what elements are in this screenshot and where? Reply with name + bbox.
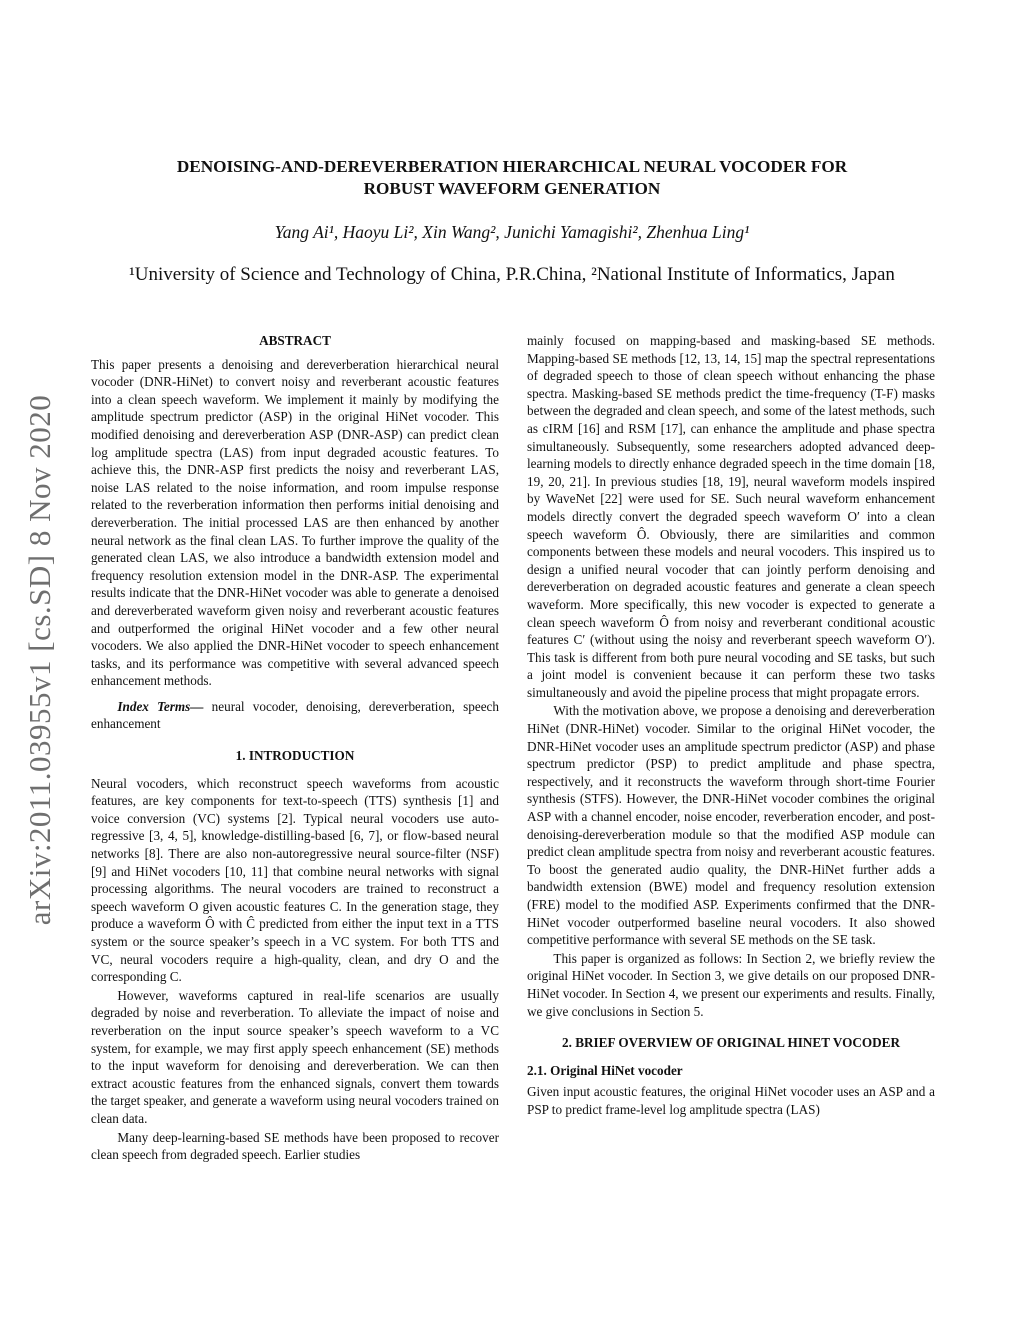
- index-terms-text: neural vocoder, denoising, dereverberation, speech enhancement: [91, 698, 500, 732]
- abstract-heading: ABSTRACT: [259, 333, 331, 348]
- section-2-paragraph-1: Given input acoustic features, the original HiNet vocoder uses an ASP and a PSP to predict frame-level log amplitude spectra (LAS): [527, 1084, 935, 1117]
- arxiv-stamp: arXiv:2011.03955v1 [cs.SD] 8 Nov 2020: [22, 394, 57, 926]
- right-column: [527, 332, 935, 1120]
- affiliations: ¹University of Science and Technology of China, P.R.China, ²National Institute of Informatics, Japan: [129, 264, 895, 285]
- intro-heading: 1. INTRODUCTION: [235, 748, 355, 764]
- arxiv-stamp-container: [20, 360, 60, 960]
- abstract-text: This paper presents a denoising and dereverberation hierarchical neural vocoder (DNR-HiNet) to convert noisy and reverberant acoustic features into a clean speech waveform. We implement it mainly by modifying the amplitude spectrum predictor (ASP) in the original HiNet vocoder. This modified denoising and dereverberation ASP (DNR-ASP) can predict clean log amplitude spectra (LAS) from input degraded acoustic features. To achieve this, the DNR-ASP first predicts the noisy and reverberant LAS, noise LAS related to the noise information, and room impulse response related to the reverberation information then performs initial denoising and dereverberation. The initial processed LAS are then enhanced by another neural network as the final clean LAS. To further improve the quality of the generated clean LAS, we also introduce a bandwidth extension model and frequency resolution extension model in the DNR-ASP. The experimental results indicate that the DNR-HiNet vocoder was able to generate a denoised and dereverberated waveform given noisy and reverberant acoustic features and outperformed the original HiNet vocoder and a few other neural vocoders. We also applied the DNR-HiNet vocoder to speech enhancement tasks, and its performance was competitive with several advanced speech enhancement methods.: [91, 356, 499, 689]
- section-2-heading: 2. BRIEF OVERVIEW OF ORIGINAL HINET VOCODER: [562, 1035, 900, 1051]
- index-terms-label: Index Terms—: [117, 698, 204, 714]
- index-terms: [91, 698, 499, 733]
- title-line-1: DENOISING-AND-DEREVERBERATION HIERARCHICAL NEURAL VOCODER FOR: [176, 157, 848, 176]
- left-column: [91, 332, 499, 1165]
- intro-paragraph-3-continued: mainly focused on mapping-based and masking-based SE methods. Mapping-based SE methods [12, 13, 14, 15] map the spectral representations of degraded speech to those of clean speech without enhancing the phase spectra. Masking-based SE methods predict the time-frequency (T-F) masks between the degraded and clean speech, and some of the latest methods, such as cIRM [16] and RSM [17], can enhance the amplitude and phase spectra simultaneously. Subsequently, some researchers adopted advanced deep-learning models to directly enhance degraded speech in the time domain [18, 19, 20, 21]. In previous studies [18, 19], neural waveform models inspired by WaveNet [22] were used for SE. Such neural waveform enhancement models directly convert the degraded speech waveform O′ into a clean speech waveform Ô. Obviously, there are similarities and common components between these models and neural vocoders. This inspired us to design a unified neural vocoder that can jointly perform denoising and dereverberation on degraded acoustic features and generate a clean speech waveform. More specifically, this new vocoder is expected to generate a clean speech waveform Ô from noisy and reverberant conditional acoustic features C′ (without using the noisy and reverberant speech waveform O′). This task is different from both pure neural vocoding and SE tasks, but such a joint model is convenient because it can perform these two tasks simultaneously and avoid the pipeline process that might propagate errors.: [527, 333, 935, 700]
- intro-paragraph-2: However, waveforms captured in real-life scenarios are usually degraded by noise and reverberation. To alleviate the impact of noise and reverberation on the input source speaker’s speech waveform to a VC system, for example, we may first apply speech enhancement (SE) methods to the input waveform for denoising and dereverberation. We can then extract acoustic features from the enhanced signals, convert them towards the target speaker, and generate a waveform using neural vocoders trained on clean data.: [91, 987, 499, 1126]
- title-line-2: ROBUST WAVEFORM GENERATION: [363, 179, 661, 198]
- subsection-2-1-heading: 2.1. Original HiNet vocoder: [527, 1062, 683, 1078]
- intro-paragraph-3: Many deep-learning-based SE methods have been proposed to recover clean speech from degraded speech. Earlier studies: [91, 1129, 499, 1163]
- paper-title: [100, 156, 924, 200]
- intro-paragraph-5: This paper is organized as follows: In Section 2, we briefly review the original HiNet vocoder. In Section 3, we give details on our proposed DNR-HiNet vocoder. In Section 4, we present our experiments and results. Finally, we give conclusions in Section 5.: [527, 950, 935, 1019]
- authors: Yang Ai¹, Haoyu Li², Xin Wang², Junichi Yamagishi², Zhenhua Ling¹: [274, 222, 750, 242]
- intro-paragraph-1: Neural vocoders, which reconstruct speech waveforms from acoustic features, are key components for text-to-speech (TTS) synthesis [1] and voice conversion (VC) systems [2]. Typical neural vocoders use auto-regressive [3, 4, 5], knowledge-distilling-based [6, 7], or flow-based neural networks [8]. There are also non-autoregressive neural source-filter (NSF) [9] and HiNet vocoders [10, 11] that combine neural networks with signal processing algorithms. The neural vocoders are trained to reconstruct a speech waveform O given acoustic features C. In the generation stage, they produce a waveform Ô with Ĉ predicted from either the input text in a TTS system or the source speaker’s speech in a VC system. For both TTS and VC, neural vocoders require a high-quality, clean, and dry O and the corresponding C.: [91, 775, 499, 985]
- intro-paragraph-4: With the motivation above, we propose a denoising and dereverberation HiNet (DNR-HiNet) vocoder. Similar to the original HiNet vocoder, the DNR-HiNet vocoder uses an amplitude spectrum predictor (ASP) and phase spectrum predictor (PSP) to predict amplitude and phase spectra, respectively, and it reconstructs the waveform through short-time Fourier synthesis (STFS). However, the DNR-HiNet vocoder combines the original ASP with a channel encoder, noise encoder, reverberation encoder, and post-denoising-dereverberation module so that the modified ASP module can predict clean amplitude spectra from noisy and reverberant acoustic features. To boost the generated audio quality, the DNR-HiNet further adds a bandwidth extension (BWE) model and frequency resolution extension (FRE) model to the modified ASP. Experiments confirmed that the DNR-HiNet vocoder outperformed baseline neural vocoders. It also showed competitive performance with several SE methods on the SE task.: [527, 703, 935, 948]
